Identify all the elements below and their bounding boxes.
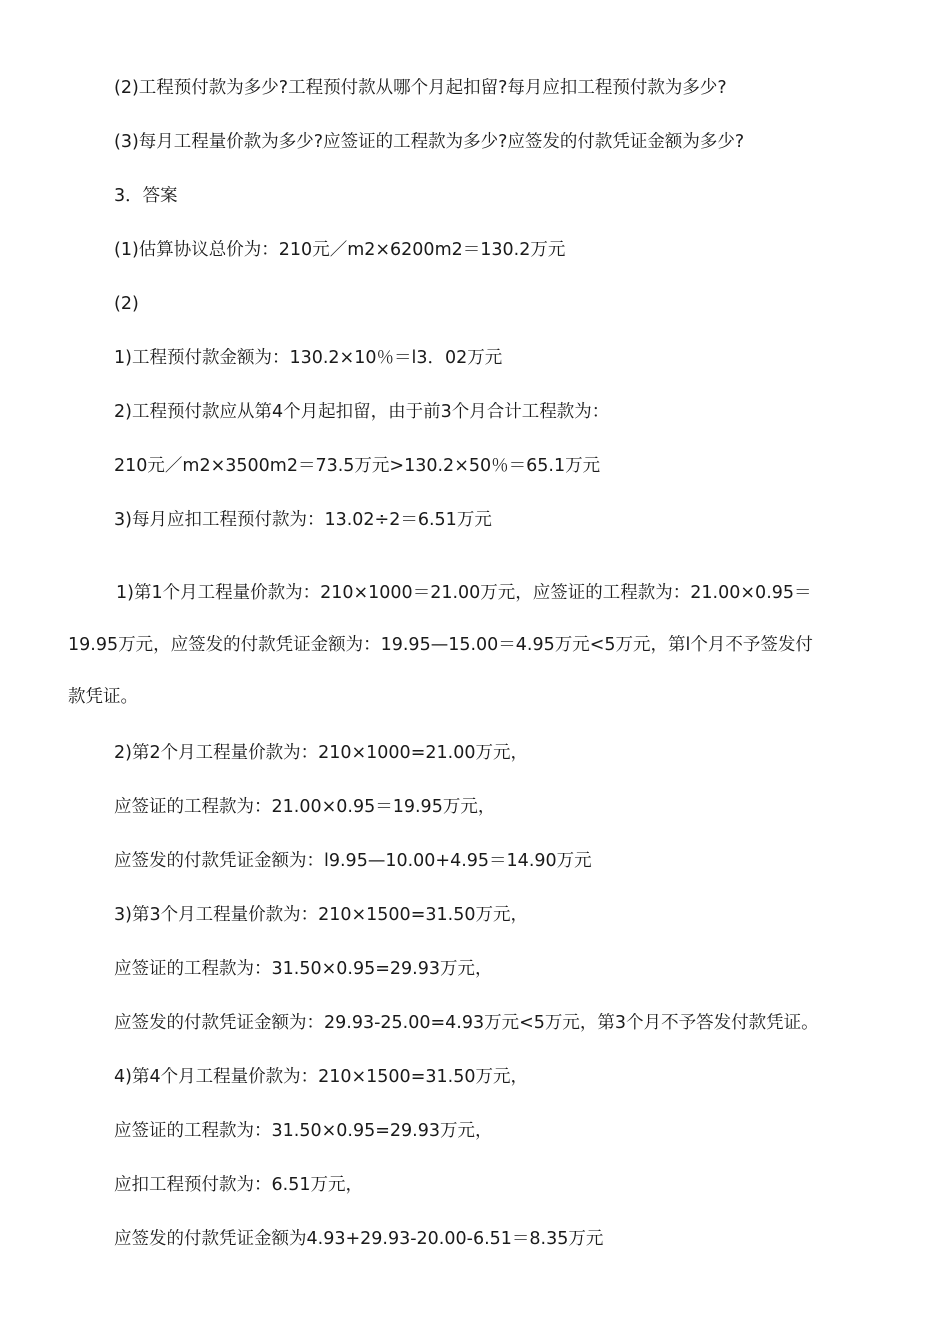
answer-1-total-price: (1)估算协议总价为：210元／m2×6200m2＝130.2万元 [114, 240, 566, 260]
answer-heading: 3．答案 [114, 186, 178, 206]
month-4-certified-amount: 应签证的工程款为：31.50×0.95=29.93万元， [114, 1121, 493, 1141]
advance-deduction-start: 2)工程预付款应从第4个月起扣留，由于前3个月合计工程款为： [114, 402, 610, 422]
advance-payment-amount: 1)工程预付款金额为：130.2×10％＝l3．02万元 [114, 348, 503, 368]
question-3-line: (3)每月工程量价款为多少?应签证的工程款为多少?应签发的付款凭证金额为多少? [114, 132, 745, 152]
month-4-payment-voucher: 应签发的付款凭证金额为4.93+29.93-20.00-6.51＝8.35万元 [114, 1229, 604, 1249]
month-1-paragraph-line-1: 1)第1个月工程量价款为：210×1000＝21.00万元，应签证的工程款为：21.00×0.95＝ [116, 583, 812, 603]
month-1-paragraph-line-2: 19.95万元，应签发的付款凭证金额为：19.95—15.00＝4.95万元<5万元，第l个月不予签发付 [68, 635, 813, 655]
month-2-certified-amount: 应签证的工程款为：21.00×0.95＝19.95万元， [114, 797, 496, 817]
monthly-deduction: 3)每月应扣工程预付款为：13.02÷2＝6.51万元 [114, 510, 492, 530]
month-4-advance-deduction: 应扣工程预付款为：6.51万元， [114, 1175, 363, 1195]
month-3-quantity-price: 3)第3个月工程量价款为：210×1500=31.50万元， [114, 905, 528, 925]
first-3-months-total: 210元／m2×3500m2＝73.5万元>130.2×50％＝65.1万元 [114, 456, 601, 476]
month-2-quantity-price: 2)第2个月工程量价款为：210×1000=21.00万元， [114, 743, 528, 763]
question-2-line: (2)工程预付款为多少?工程预付款从哪个月起扣留?每月应扣工程预付款为多少? [114, 78, 727, 98]
month-3-payment-voucher: 应签发的付款凭证金额为：29.93-25.00=4.93万元<5万元，第3个月不予答发付款凭证。 [114, 1013, 819, 1033]
month-4-quantity-price: 4)第4个月工程量价款为：210×1500=31.50万元， [114, 1067, 528, 1087]
month-2-payment-voucher: 应签发的付款凭证金额为：l9.95—10.00+4.95＝14.90万元 [114, 851, 592, 871]
answer-2-label: (2) [114, 294, 139, 314]
month-1-paragraph-line-3: 款凭证。 [68, 687, 138, 707]
month-3-certified-amount: 应签证的工程款为：31.50×0.95=29.93万元， [114, 959, 493, 979]
